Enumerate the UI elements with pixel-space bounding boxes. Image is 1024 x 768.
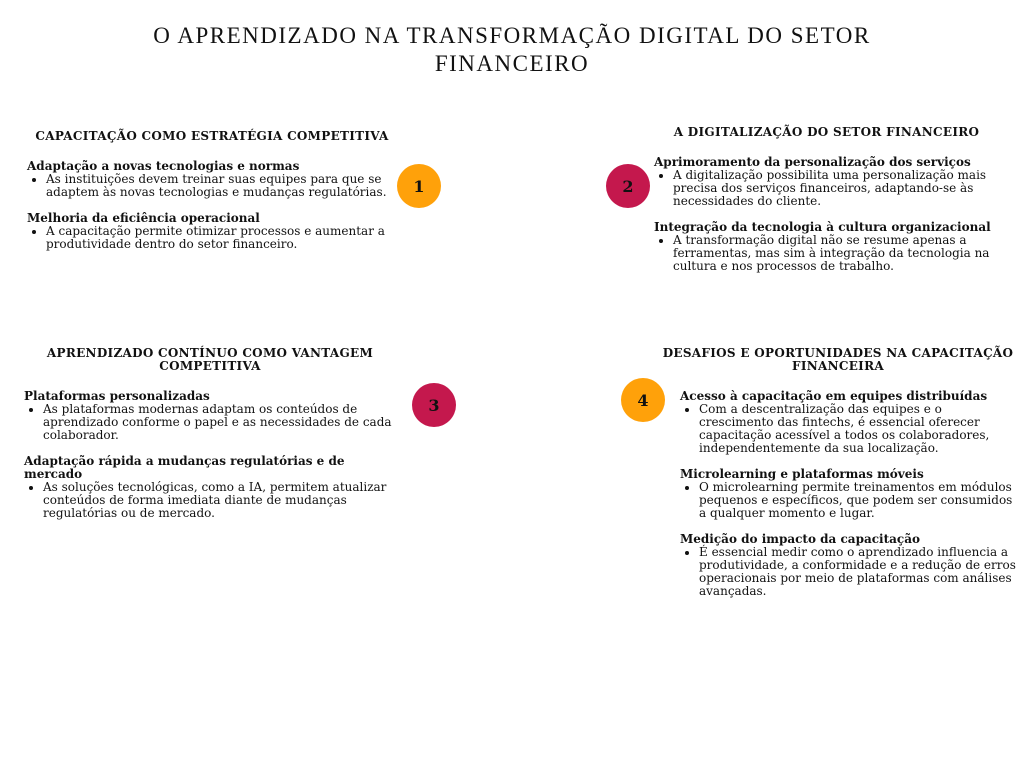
section-title: Melhoria da eficiência operacional bbox=[27, 211, 260, 225]
quadrant-4 bbox=[662, 346, 1016, 611]
bullet-item: • O microlearning permite treinamentos em módulos pequenos e específicos, que podem ser consumidos a qualquer momento e lugar. bbox=[699, 481, 1016, 520]
bullet-item: • Com a descentralização das equipes e o crescimento das fintechs, é essencial oferecer capacitação acessível a todos os colaboradores, independentemente da sua localização. bbox=[699, 403, 1016, 455]
bullet-item: • A transformação digital não se resume apenas a ferramentas, mas sim à integração da tecnologia na cultura e nos processos de trabalho. bbox=[673, 234, 999, 273]
bullet-item: • As plataformas modernas adaptam os conteúdos de aprendizado conforme o papel e as necessidades de cada colaborador. bbox=[43, 403, 396, 442]
quadrant-2-section-2 bbox=[654, 221, 999, 273]
quadrant-2-section-1 bbox=[654, 156, 999, 208]
bullet-item: • A capacitação permite otimizar processos e aumentar a produtividade dentro do setor financeiro. bbox=[46, 225, 397, 251]
number-badge-4: 4 bbox=[621, 378, 665, 422]
bullet-list bbox=[654, 234, 999, 273]
section-title: Adaptação rápida a mudanças regulatórias e de mercado bbox=[24, 454, 345, 481]
bullet-item: • As instituições devem treinar suas equipes para que se adaptem às novas tecnologias e mudanças regulatórias. bbox=[46, 173, 397, 199]
section-title: Acesso à capacitação em equipes distribuídas bbox=[680, 389, 988, 403]
quadrant-2-heading: A DIGITALIZAÇÃO DO SETOR FINANCEIRO bbox=[673, 125, 980, 139]
quadrant-4-section-1 bbox=[680, 390, 1016, 455]
bullet-item: • A digitalização possibilita uma personalização mais precisa dos serviços financeiros, adaptando-se às necessidades do cliente. bbox=[673, 169, 999, 208]
quadrant-4-section-2 bbox=[680, 468, 1016, 520]
section-title: Medição do impacto da capacitação bbox=[680, 532, 921, 546]
section-title: Microlearning e plataformas móveis bbox=[680, 467, 924, 481]
quadrant-4-heading: DESAFIOS E OPORTUNIDADES NA CAPACITAÇÃO FINANCEIRA bbox=[662, 346, 1014, 373]
page-title: O APRENDIZADO NA TRANSFORMAÇÃO DIGITAL DO SETOR FINANCEIRO bbox=[153, 23, 871, 76]
number-badge-3: 3 bbox=[412, 383, 456, 427]
bullet-list bbox=[27, 225, 397, 251]
bullet-list bbox=[24, 403, 396, 442]
bullet-list bbox=[24, 481, 396, 520]
bullet-list bbox=[27, 173, 397, 199]
quadrant-3-section-2 bbox=[24, 455, 396, 520]
quadrant-4-section-3 bbox=[680, 533, 1016, 598]
section-title: Adaptação a novas tecnologias e normas bbox=[27, 159, 300, 173]
section-title: Integração da tecnologia à cultura organizacional bbox=[654, 220, 991, 234]
bullet-item: • As soluções tecnológicas, como a IA, permitem atualizar conteúdos de forma imediata diante de mudanças regulatórias ou de mercado. bbox=[43, 481, 396, 520]
bullet-list bbox=[680, 546, 1016, 598]
quadrant-1 bbox=[27, 130, 397, 264]
quadrant-1-heading: CAPACITAÇÃO COMO ESTRATÉGIA COMPETITIVA bbox=[35, 129, 389, 143]
number-badge-1: 1 bbox=[397, 164, 441, 208]
bullet-list bbox=[680, 403, 1016, 455]
quadrant-3 bbox=[24, 347, 396, 533]
quadrant-1-section-2 bbox=[27, 212, 397, 251]
quadrant-1-section-1 bbox=[27, 160, 397, 199]
quadrant-2 bbox=[654, 126, 999, 286]
section-title: Aprimoramento da personalização dos serviços bbox=[654, 155, 971, 169]
quadrant-3-section-1 bbox=[24, 390, 396, 442]
bullet-list bbox=[680, 481, 1016, 520]
number-badge-2: 2 bbox=[606, 164, 650, 208]
section-title: Plataformas personalizadas bbox=[24, 389, 210, 403]
bullet-item: • É essencial medir como o aprendizado influencia a produtividade, a conformidade e a redução de erros operacionais por meio de plataformas com análises avançadas. bbox=[699, 546, 1016, 598]
bullet-list bbox=[654, 169, 999, 208]
quadrant-3-heading: APRENDIZADO CONTÍNUO COMO VANTAGEM COMPETITIVA bbox=[46, 346, 374, 373]
